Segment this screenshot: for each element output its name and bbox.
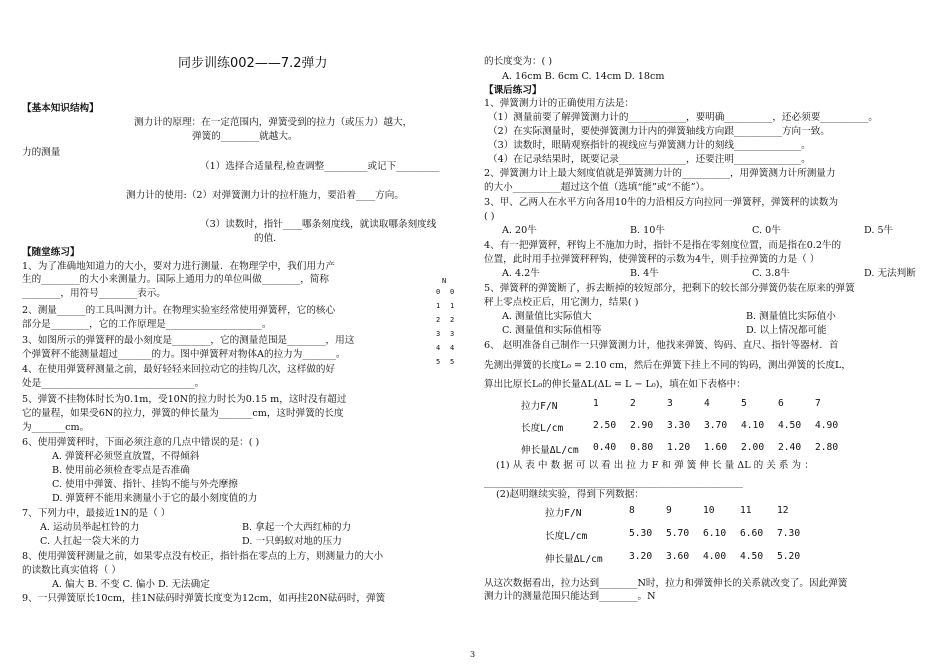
page-number: 3	[470, 650, 476, 659]
text-line: 测力计的原理：在一定范围内，弹簧受到的拉力（或压力）越大，	[134, 117, 413, 128]
ruler-unit: N	[442, 277, 447, 285]
ruler-tick-label: 0	[450, 288, 455, 296]
table-cell: 7	[815, 398, 821, 409]
table-cell: 9	[666, 505, 672, 516]
ruler-tick-label: 4	[436, 344, 441, 352]
ruler-tick-label: 3	[436, 330, 441, 338]
text-line: 2、测量______的工具叫测力计。在物理实验室经常使用弹簧秤，它的核心	[22, 305, 336, 316]
text-line: B. 4牛	[630, 268, 659, 279]
row-label: 拉力F/N	[521, 401, 558, 412]
text-line: ________，用符号________表示。	[22, 288, 166, 299]
text-line: D. 以上情况都可能	[746, 325, 827, 336]
row-label: 伸长量ΔL/cm	[521, 445, 579, 456]
text-line: 位置，此时用手拉弹簧秤秤钩，使弹簧秤的示数为4牛，则手拉弹簧的力是（ ）	[484, 254, 820, 265]
text-line: A. 16cm B. 6cm C. 14cm D. 18cm	[502, 71, 665, 82]
text-line: 的读数比真实值将（ ）	[22, 565, 121, 576]
text-line: （4）在记录结果时，既要记录______________，还要注明______________。	[488, 154, 811, 165]
text-line: 3、如图所示的弹簧秤的最小刻度是________，它的测量范围是________，用这	[22, 335, 355, 346]
text-line: 的长度变为：( )	[484, 56, 553, 67]
table-cell: 5.30	[629, 528, 653, 539]
text-line: 的大小__________超过这个值（选填“能”或“不能”）。	[484, 182, 710, 193]
text-line: 部分是________，它的工作原理是____________________。	[22, 319, 272, 330]
table-cell: 7.30	[777, 528, 801, 539]
ruler-tick-label: 5	[450, 358, 455, 366]
text-line: C. 使用中弹簧、指针、挂钩不能与外壳摩擦	[52, 479, 238, 490]
ruler-tick-label: 1	[436, 302, 441, 310]
ruler-tick-label: 3	[450, 330, 455, 338]
text-line: 先测出弹簧的长度L₀ = 2.10 cm，然后在弹簧下挂上不同的钩码，测出弹簧的长度L，	[484, 360, 852, 371]
table-cell: 6.10	[703, 528, 727, 539]
table-cell: 3.60	[666, 551, 690, 562]
text-line: 它的量程，如果受6N的拉力，弹簧的伸长量为_______cm，这时弹簧的长度	[22, 408, 344, 419]
text-line: 的值.	[254, 233, 277, 244]
text-line: 【基本知识结构】	[22, 103, 99, 114]
text-line: A. 20牛	[502, 225, 537, 236]
table-cell: 3.20	[629, 551, 653, 562]
text-line: 从这次数据看出，拉力达到________N时，拉力和弹簧伸长的关系就改变了。因此弹簧	[484, 578, 848, 589]
text-line: 6、使用弹簧秤时，下面必须注意的几点中错误的是：( )	[22, 437, 260, 448]
text-line: 4、在使用弹簧秤测量之前，最好轻轻来回拉动它的挂钩几次，这样做的好	[22, 364, 336, 375]
text-line: 弹簧的________就越大。	[192, 131, 298, 142]
ruler-tick-label: 5	[436, 358, 441, 366]
text-line: 生的________的大小来测量力。国际上通用力的单位叫做________，简称	[22, 274, 329, 285]
table-cell: 2	[630, 398, 636, 409]
ruler-tick-label: 1	[450, 302, 455, 310]
text-line: （2）在实际测量时，要使弹簧测力计内的弹簧轴线方向跟__________方向一致。	[488, 126, 830, 137]
text-line: 4、有一把弹簧秤，秤钩上不施加力时，指针不是指在零刻度位置，而是指在0.2牛的	[484, 240, 842, 251]
row-label: 伸长量ΔL/cm	[545, 554, 603, 565]
text-line: A. 测量值比实际值大	[502, 311, 592, 322]
text-line: （3）读数时，眼睛观察指针的视线应与弹簧测力计的刻线______________。	[488, 140, 811, 151]
text-line: (1) 从 表 中 数 据 可 以 看 出 拉 力 F 和 弹 簧 伸 长 量 ΔL 的 关 系 为 ：	[496, 460, 814, 471]
text-line: A. 偏大 B. 不变 C. 偏小 D. 无法确定	[52, 579, 210, 590]
text-line: 测力计的测量范围只能达到________。N	[484, 591, 656, 602]
ruler-tick-label: 2	[436, 316, 441, 324]
text-line: D. 无法判断	[864, 268, 916, 279]
text-line: 1、弹簧测力计的正确使用方法是：	[484, 98, 635, 109]
text-line: B. 10牛	[630, 225, 665, 236]
table-cell: 2.80	[815, 442, 839, 453]
text-line: B. 使用前必须检查零点是否准确	[52, 465, 190, 476]
table-cell: 1	[593, 398, 599, 409]
table-cell: 2.00	[741, 442, 765, 453]
text-line: 7、下列力中，最接近1N的是（ ）	[22, 508, 171, 519]
text-line: C. 3.8牛	[752, 268, 790, 279]
text-line: 算出比原长L₀的伸长量ΔL(ΔL = L − L₀)，填在如下表格中：	[484, 379, 746, 390]
table-cell: 3.30	[667, 420, 691, 431]
text-line: 2、弹簧测力计上最大刻度值就是弹簧测力计的__________，用弹簧测力计所测量力	[484, 168, 836, 179]
page-title: 同步训练002——7.2弹力	[178, 56, 328, 71]
table-cell: 2.50	[593, 420, 617, 431]
table-cell: 2.40	[778, 442, 802, 453]
text-line: 1、为了准确地知道力的大小，要对力进行测量．在物理学中，我们用力产	[22, 261, 336, 272]
table-cell: 1.60	[704, 442, 728, 453]
ruler-tick-label: 4	[450, 344, 455, 352]
text-line: A. 弹簧秤必须竖直放置，不得倾斜	[52, 451, 200, 462]
text-line: 5、弹簧秤的弹簧断了，拆去断掉的较短部分，把剩下的较长部分弹簧仍装在原来的弹簧	[484, 283, 855, 294]
text-line: 测力计的使用:（2）对弹簧测力计的拉杆施力，要沿着____方向。	[126, 190, 404, 201]
text-line: A. 运动员举起杠铃的力	[40, 522, 140, 533]
text-line: （1）选择合适量程,检查调整_________或记下_________	[200, 161, 440, 172]
table-cell: 3	[667, 398, 673, 409]
text-line: C. 人扛起一袋大米的力	[40, 536, 140, 547]
table-cell: 1.20	[667, 442, 691, 453]
text-line: D. 一只蚂蚁对地的压力	[242, 536, 342, 547]
table-cell: 8	[629, 505, 635, 516]
text-line: 个弹簧秤不能测量超过_______的力。图中弹簧秤对物体A的拉力为_______。	[22, 349, 346, 360]
table-cell: 5	[741, 398, 747, 409]
text-line: B. 测量值比实际值小	[746, 311, 836, 322]
table-cell: 0.40	[593, 442, 617, 453]
text-line: 处是________________________________。	[22, 378, 205, 389]
text-line: 5、弹簧不挂物体时长为0.1m，受10N的拉力时长为0.15 m，这时没有超过	[22, 394, 347, 405]
table-cell: 4.10	[741, 420, 765, 431]
text-line: ( )	[484, 211, 495, 222]
table-cell: 3.70	[704, 420, 728, 431]
ruler-tick-label: 0	[436, 288, 441, 296]
text-line: 9、一只弹簧原长10cm，挂1N砝码时弹簧长度变为12cm，如再挂20N砝码时，弹簧	[22, 593, 386, 604]
text-line: 力的测量	[22, 147, 61, 158]
row-label: 拉力F/N	[545, 508, 582, 519]
text-line: 为_______cm。	[22, 422, 90, 433]
text-line: D. 5牛	[864, 225, 894, 236]
table-cell: 6	[778, 398, 784, 409]
text-line: (2)赵明继续实验，得到下列数据：	[496, 489, 644, 500]
row-label: 长度L/cm	[545, 531, 588, 542]
text-line: 秤上零点校正后，用它测力，结果( )	[484, 297, 639, 308]
table-cell: 0.80	[630, 442, 654, 453]
text-line: C. 测量值和实际值相等	[502, 325, 602, 336]
text-line: （3）读数时，指针____哪条刻度线，就读取哪条刻度线	[200, 219, 437, 230]
text-line: 【课后练习】	[484, 85, 542, 96]
text-line: A. 4.2牛	[502, 268, 540, 279]
table-cell: 4.00	[703, 551, 727, 562]
text-line: 6、 赵明准备自己制作一只弹簧测力计，他找来弹簧、钩码、直尺、指针等器材．首	[484, 340, 839, 351]
table-cell: 2.90	[630, 420, 654, 431]
table-cell: 10	[703, 505, 715, 516]
table-cell: 4.50	[778, 420, 802, 431]
table-cell: 11	[740, 505, 752, 516]
text-line: 8、使用弹簧秤测量之前，如果零点没有校正，指针指在零点的上方，则测量力的大小	[22, 551, 384, 562]
text-line: ______________________________________________________	[484, 477, 744, 488]
text-line: D. 弹簧秤不能用来测量小于它的最小刻度值的力	[52, 493, 258, 504]
text-line: 3、甲、乙两人在水平方向各用10牛的力沿相反方向拉同一弹簧秤，弹簧秤的读数为	[484, 197, 839, 208]
text-line: C. 0牛	[752, 225, 781, 236]
ruler-tick-label: 2	[450, 316, 455, 324]
table-cell: 5.20	[777, 551, 801, 562]
table-cell: 5.70	[666, 528, 690, 539]
table-cell: 4.50	[740, 551, 764, 562]
table-cell: 12	[777, 505, 789, 516]
text-line: 【随堂练习】	[22, 247, 80, 258]
table-cell: 4.90	[815, 420, 839, 431]
text-line: B. 拿起一个大西红柿的力	[242, 522, 352, 533]
text-line: （1）测量前要了解弹簧测力计的____________，要明确__________，还必须要__________。	[488, 112, 878, 123]
table-cell: 6.60	[740, 528, 764, 539]
row-label: 长度L/cm	[521, 423, 564, 434]
table-cell: 4	[704, 398, 710, 409]
